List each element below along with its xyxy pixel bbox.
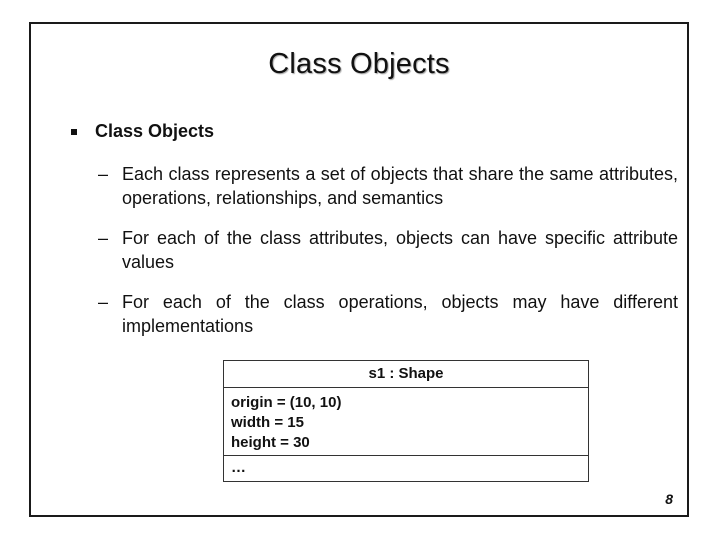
main-bullet bbox=[71, 121, 214, 142]
sub-bullet-list bbox=[98, 162, 678, 354]
uml-operations-compartment: … bbox=[231, 459, 246, 476]
page-number: 8 bbox=[665, 491, 673, 507]
uml-attribute: origin = (10, 10) bbox=[231, 394, 342, 411]
sub-bullet-item bbox=[98, 290, 678, 338]
square-bullet-icon bbox=[71, 129, 77, 135]
dash-bullet: – bbox=[98, 164, 109, 184]
dash-bullet: – bbox=[98, 228, 109, 248]
uml-attributes-compartment bbox=[224, 388, 588, 456]
sub-bullet-text: Each class represents a set of objects that share the same attributes, operations, relationships, and semantics bbox=[122, 164, 678, 208]
uml-attribute: height = 30 bbox=[231, 434, 310, 451]
bullet-label: Class Objects bbox=[95, 121, 215, 141]
sub-bullet-text: For each of the class attributes, objects can have specific attribute values bbox=[122, 228, 678, 272]
slide-title: Class Objects bbox=[268, 48, 450, 80]
sub-bullet-text: For each of the class operations, objects may have different implementations bbox=[122, 292, 678, 336]
sub-bullet-item bbox=[98, 162, 678, 210]
slide bbox=[29, 22, 689, 517]
uml-object-diagram bbox=[223, 360, 589, 482]
uml-object-name: s1 : Shape bbox=[224, 361, 588, 388]
dash-bullet: – bbox=[98, 292, 109, 312]
uml-attribute: width = 15 bbox=[231, 414, 304, 431]
sub-bullet-item bbox=[98, 226, 678, 274]
